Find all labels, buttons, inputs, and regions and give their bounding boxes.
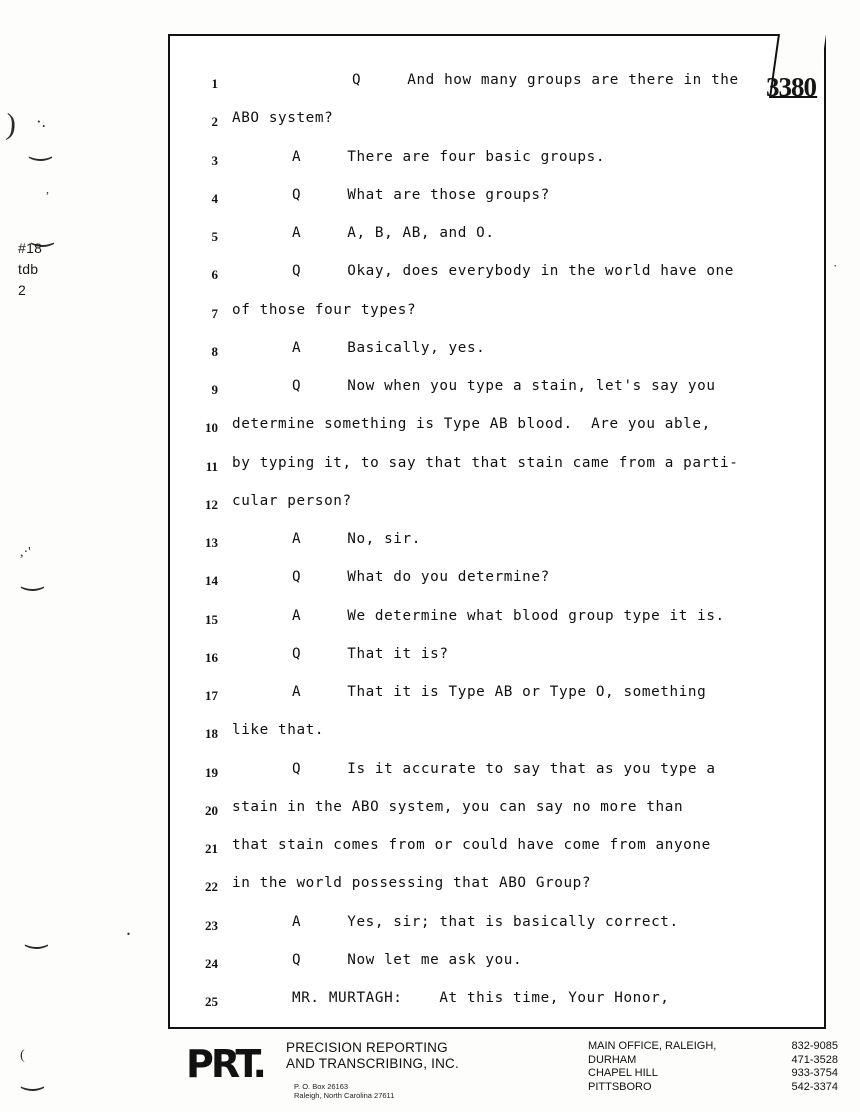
phone-gap xyxy=(636,1054,642,1066)
transcript-line xyxy=(170,914,824,952)
line-number: 11 xyxy=(205,458,218,474)
ink-mark: ·. xyxy=(36,112,46,131)
line-number: 18 xyxy=(205,726,218,742)
line-number: 14 xyxy=(205,573,218,589)
line-number: 23 xyxy=(205,917,218,933)
page-number: 3380 xyxy=(766,72,816,102)
line-text: A Basically, yes. xyxy=(292,339,486,356)
phone-number: 542-3374 xyxy=(791,1080,838,1093)
line-text: Q Now when you type a stain, let's say you xyxy=(292,378,716,394)
line-number: 21 xyxy=(205,841,218,856)
phone-number: 832-9085 xyxy=(791,1040,838,1052)
line-text: of those four types? xyxy=(232,301,417,318)
line-text: A No, sir. xyxy=(292,531,421,547)
phone-number: 933-3754 xyxy=(791,1067,838,1079)
line-number: 3 xyxy=(211,152,218,168)
phone-number: 471-3528 xyxy=(791,1053,838,1066)
ink-mark: ‿ xyxy=(30,132,51,161)
transcript-line xyxy=(170,493,824,531)
line-number: 16 xyxy=(205,649,218,665)
ink-mark: ‿ xyxy=(22,562,43,591)
transcript-line xyxy=(170,302,824,340)
transcript-line xyxy=(170,990,824,1028)
transcript-line xyxy=(170,569,824,607)
line-number: 13 xyxy=(205,535,218,550)
transcript-line xyxy=(170,378,824,416)
company-address xyxy=(294,1082,394,1100)
line-text: in the world possessing that ABO Group? xyxy=(232,875,592,892)
line-number: 19 xyxy=(205,764,218,780)
address-line-1: P. O. Box 26163 xyxy=(294,1082,349,1091)
phone-row xyxy=(588,1067,838,1081)
ink-mark: . xyxy=(126,918,131,940)
margin-stamp-note: #18 tdb 2 xyxy=(18,240,43,298)
line-text: Q Now let me ask you. xyxy=(292,951,523,968)
transcript-line xyxy=(170,531,824,569)
transcript-line xyxy=(170,225,824,263)
ink-mark: , xyxy=(46,182,49,196)
line-number: 15 xyxy=(205,611,218,627)
company-line-2: AND TRANSCRIBING, INC. xyxy=(286,1056,459,1071)
line-text: A There are four basic groups. xyxy=(292,148,606,165)
line-text: Q What do you determine? xyxy=(292,569,550,586)
line-text: MR. MURTAGH: At this time, Your Honor, xyxy=(292,990,670,1006)
transcript-line xyxy=(170,149,824,187)
line-text: A Yes, sir; that is basically correct. xyxy=(292,913,679,930)
transcript-line xyxy=(170,722,824,760)
transcript-line xyxy=(170,187,824,225)
line-text: Q And how many groups are there in the xyxy=(352,72,739,88)
phone-city: MAIN OFFICE, RALEIGH, xyxy=(588,1040,717,1052)
transcript-line xyxy=(170,646,824,684)
transcript-line xyxy=(170,72,824,110)
phone-gap xyxy=(716,1040,722,1052)
transcript-line xyxy=(170,110,824,148)
transcript-line xyxy=(170,263,824,301)
line-number: 17 xyxy=(205,688,218,703)
line-text: Q Is it accurate to say that as you type a xyxy=(292,760,716,777)
line-number: 2 xyxy=(211,114,218,130)
ink-mark: · xyxy=(833,258,838,273)
pgt-logo: PRT. xyxy=(186,1042,264,1086)
transcript-line xyxy=(170,416,824,454)
transcript-line xyxy=(170,455,824,493)
line-text: that stain comes from or could have come from anyone xyxy=(232,837,711,853)
transcript-line xyxy=(170,837,824,875)
phone-gap xyxy=(652,1081,658,1093)
phone-city: PITTSBORO xyxy=(588,1080,652,1093)
line-number: 20 xyxy=(205,802,218,818)
company-name xyxy=(286,1040,459,1072)
transcript-line xyxy=(170,340,824,378)
phone-row xyxy=(588,1040,838,1054)
line-number: 10 xyxy=(205,420,218,436)
line-text: A We determine what blood group type it is. xyxy=(292,607,725,624)
ink-mark: ( xyxy=(20,1048,25,1063)
ink-mark: ) xyxy=(4,107,18,142)
line-text: determine something is Type AB blood. Are you able, xyxy=(232,416,711,433)
line-number: 1 xyxy=(211,76,218,91)
line-text: stain in the ABO system, you can say no more than xyxy=(232,798,684,815)
ink-mark: ‿ xyxy=(22,1062,43,1091)
transcript-line xyxy=(170,952,824,990)
line-number: 8 xyxy=(211,343,218,359)
phone-row xyxy=(588,1054,838,1068)
phone-list xyxy=(588,1040,838,1094)
line-text: Q That it is? xyxy=(292,645,449,662)
ink-mark: ,·' xyxy=(20,545,31,560)
transcript-line xyxy=(170,684,824,722)
line-number: 4 xyxy=(211,190,218,206)
line-number: 9 xyxy=(211,382,218,397)
phone-row xyxy=(588,1081,838,1095)
line-text: ABO system? xyxy=(232,110,334,127)
ink-mark: ‿ xyxy=(32,218,53,247)
phone-gap xyxy=(658,1067,664,1079)
line-number: 24 xyxy=(205,955,218,971)
line-text: by typing it, to say that that stain came from a parti- xyxy=(232,454,739,471)
line-number: 22 xyxy=(205,879,218,895)
transcript-line xyxy=(170,608,824,646)
phone-city: DURHAM xyxy=(588,1053,637,1066)
ink-mark: ‿ xyxy=(26,920,47,949)
company-line-1: PRECISION REPORTING xyxy=(286,1040,448,1055)
line-number: 25 xyxy=(205,994,218,1009)
transcript-line xyxy=(170,761,824,799)
transcript-frame xyxy=(168,34,826,1029)
line-number: 6 xyxy=(211,267,218,283)
transcript-line xyxy=(170,799,824,837)
line-text: like that. xyxy=(232,722,325,739)
phone-city: CHAPEL HILL xyxy=(588,1067,658,1079)
transcript-line xyxy=(170,875,824,913)
line-text: Q Okay, does everybody in the world have one xyxy=(292,263,734,280)
line-text: A A, B, AB, and O. xyxy=(292,225,495,241)
line-text: cular person? xyxy=(232,492,352,509)
line-number: 5 xyxy=(211,229,218,244)
address-line-2: Raleigh, North Carolina 27611 xyxy=(294,1091,395,1100)
line-text: A That it is Type AB or Type O, something xyxy=(292,684,707,700)
line-number: 7 xyxy=(211,305,218,321)
line-number: 12 xyxy=(205,496,218,512)
line-text: Q What are those groups? xyxy=(292,186,550,203)
footer xyxy=(168,1036,840,1106)
